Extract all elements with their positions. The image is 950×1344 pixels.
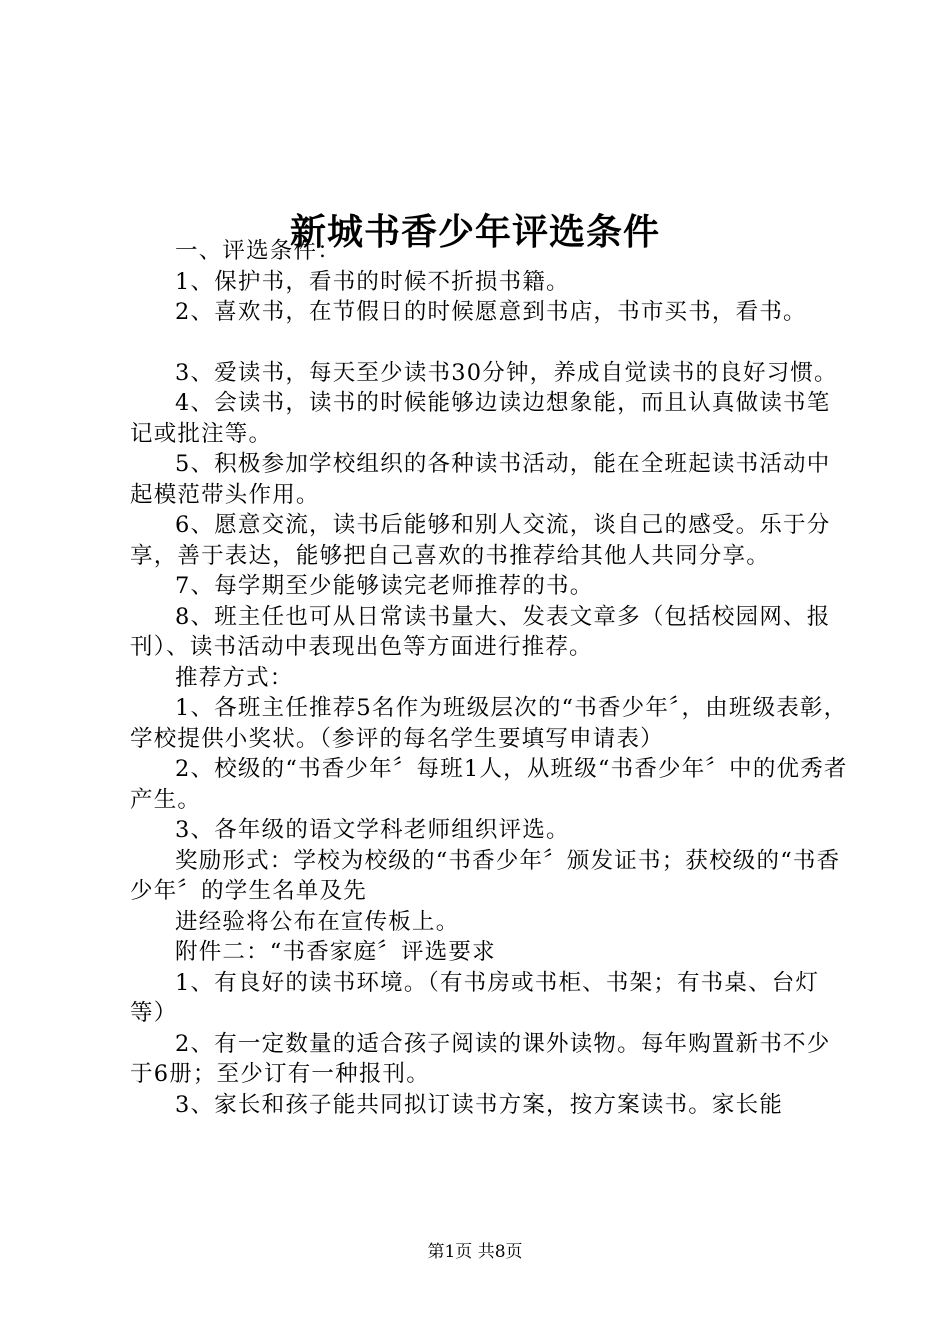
document-body <box>130 236 850 1120</box>
paragraph-criterion-4: 4、会读书，读书的时候能够边读边想象能，而且认真做读书笔记或批注等。 <box>130 390 831 447</box>
paragraph-reward-form: 奖励形式：学校为校级的“书香少年〞颁发证书；获校级的“书香少年〞的学生名单及先 <box>130 847 841 904</box>
paragraph-recommendation-1: 1、各班主任推荐5名作为班级层次的“书香少年〞，由班级表彰，学校提供小奖状。（参评的每名学生要填写申请表） <box>130 695 848 752</box>
paragraph-recommendation-2: 2、校级的“书香少年〞每班1人，从班级“书香少年〞中的优秀者产生。 <box>130 756 848 813</box>
paragraph-criterion-1: 1、保护书，看书的时候不折损书籍。 <box>175 268 570 295</box>
paragraph-criterion-7: 7、每学期至少能够读完老师推荐的书。 <box>175 573 594 599</box>
paragraph-reward-form-continued: 进经验将公布在宣传板上。 <box>175 908 460 935</box>
paragraph-appendix-heading: 附件二：“书香家庭〞评选要求 <box>175 939 496 965</box>
paragraph-criterion-8: 8、班主任也可从日常读书量大、发表文章多（包括校园网、报刊）、读书活动中表现出色等方面进行推荐。 <box>130 603 831 660</box>
document-title: 新城书香少年评选条件 <box>289 211 660 254</box>
paragraph-criteria-heading: 一、评选条件： <box>175 238 341 264</box>
paragraph-recommendation-heading: 推荐方式： <box>175 664 294 691</box>
paragraph-family-requirement-3: 3、家长和孩子能共同拟订读书方案，按方案读书。家长能 <box>175 1091 784 1118</box>
paragraph-criterion-5: 5、积极参加学校组织的各种读书活动，能在全班起读书活动中起模范带头作用。 <box>130 451 831 508</box>
paragraph-criterion-2: 2、喜欢书，在节假日的时候愿意到书店，书市买书，看书。 <box>175 299 807 325</box>
paragraph-criterion-6: 6、愿意交流，读书后能够和别人交流，谈自己的感受。乐于分享，善于表达，能够把自己喜欢的书推荐给其他人共同分享。 <box>130 512 831 569</box>
paragraph-family-requirement-2: 2、有一定数量的适合孩子阅读的课外读物。每年购置新书不少于6册；至少订有一种报刊。 <box>130 1030 831 1087</box>
paragraph-recommendation-3: 3、各年级的语文学科老师组织评选。 <box>175 817 570 843</box>
paragraph-criterion-3: 3、爱读书，每天至少读书30分钟，养成自觉读书的良好习惯。 <box>175 359 838 386</box>
paragraph-family-requirement-1: 1、有良好的读书环境。（有书房或书柜、书架；有书桌、台灯等） <box>130 969 820 1026</box>
page-number-footer: 第1页 共8页 <box>427 1242 523 1262</box>
